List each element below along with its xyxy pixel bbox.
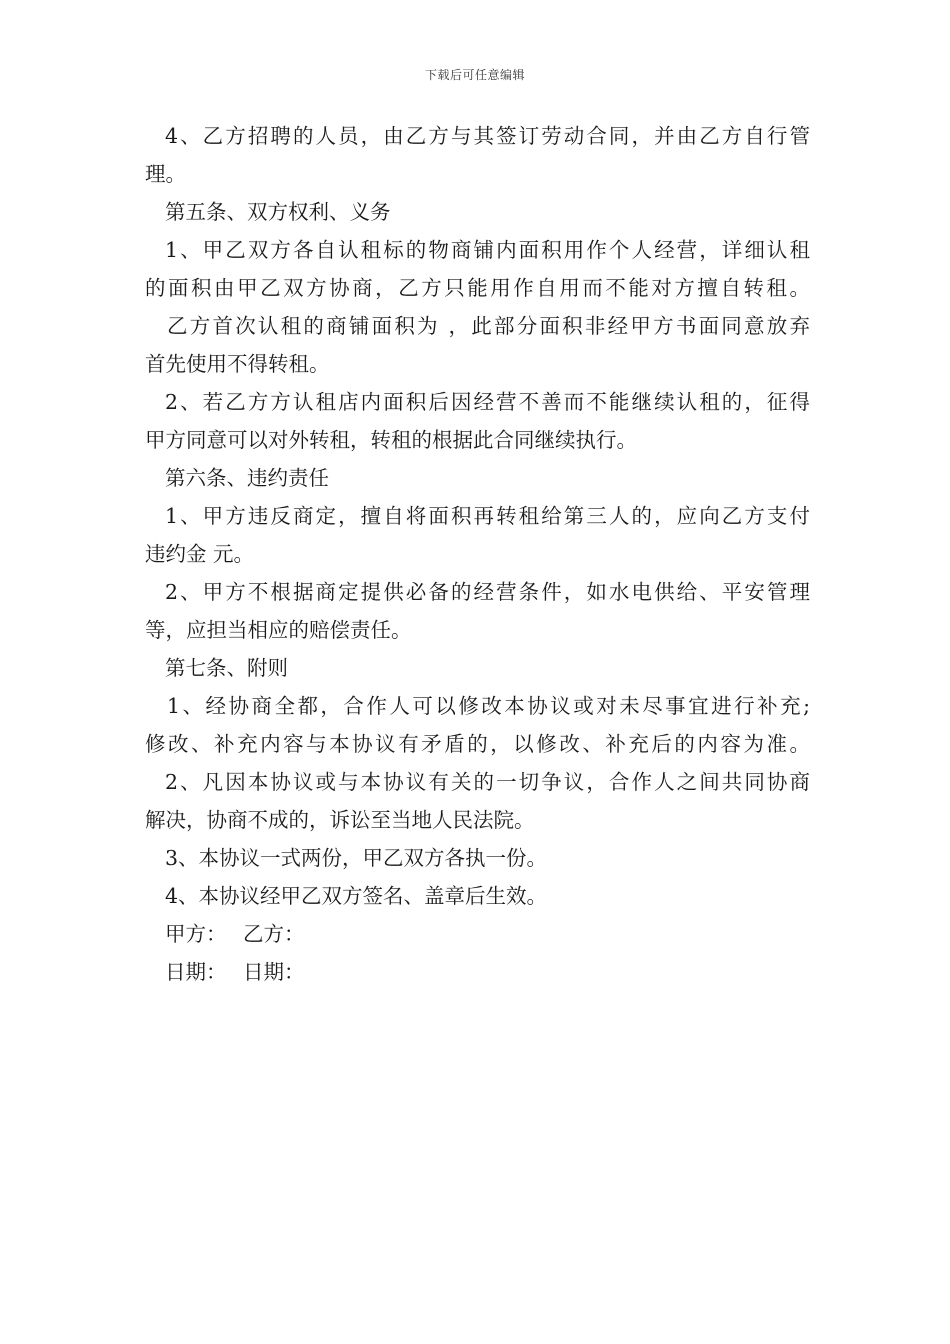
clause-4-staff: [145, 117, 810, 193]
paragraph-line: 理。: [145, 162, 186, 186]
clause-7-3: 3、本协议一式两份，甲乙双方各执一份。: [165, 846, 548, 870]
date-b-label: 日期：: [243, 960, 305, 984]
date-row: [145, 953, 810, 991]
paragraph-line: 1、甲方违反商定，擅自将面积再转租给第三人的，应向乙方支付: [165, 504, 810, 528]
paragraph-line: 4、乙方招聘的人员，由乙方与其签订劳动合同，并由乙方自行管: [165, 124, 810, 148]
paragraph-line: 等，应担当相应的赔偿责任。: [145, 618, 412, 642]
clause-7-1: [145, 687, 810, 763]
clause-5-1: [145, 231, 810, 307]
paragraph-line: 2、若乙方方认租店内面积后因经营不善而不能继续认租的，征得: [165, 390, 810, 414]
article-7-heading: 第七条、附则: [165, 656, 288, 680]
paragraph-line: 的面积由甲乙双方协商，乙方只能用作自用而不能对方擅自转租。: [145, 276, 810, 300]
paragraph-line: 甲方同意可以对外转租，转租的根据此合同继续执行。: [145, 428, 637, 452]
clause-5-1-area: [145, 307, 810, 383]
clause-7-2: [145, 763, 810, 839]
article-6-heading: 第六条、违约责任: [165, 466, 329, 490]
paragraph-line: 修改、补充内容与本协议有矛盾的，以修改、补充后的内容为准。: [145, 732, 810, 756]
paragraph-line: 解决，协商不成的，诉讼至当地人民法院。: [145, 808, 535, 832]
paragraph-line: 2、凡因本协议或与本协议有关的一切争议，合作人之间共同协商: [165, 770, 810, 794]
paragraph-line: 违约金 元。: [145, 542, 255, 566]
signature-row: [145, 915, 810, 953]
clause-5-2: [145, 383, 810, 459]
clause-6-2: [145, 573, 810, 649]
paragraph-line: 乙方首次认租的商铺面积为 ，此部分面积非经甲方书面同意放弃: [167, 314, 810, 338]
paragraph-line: 2、甲方不根据商定提供必备的经营条件，如水电供给、平安管理: [165, 580, 810, 604]
party-a-label: 甲方：: [165, 922, 227, 946]
paragraph-line: 首先使用不得转租。: [145, 352, 330, 376]
header-note: 下载后可任意编辑: [424, 68, 525, 82]
paragraph-line: 1、甲乙双方各自认租标的物商铺内面积用作个人经营，详细认租: [165, 238, 810, 262]
clause-7-4: 4、本协议经甲乙双方签名、盖章后生效。: [165, 884, 548, 908]
date-a-label: 日期：: [165, 960, 227, 984]
party-b-label: 乙方：: [243, 922, 305, 946]
paragraph-line: 1、经协商全都，合作人可以修改本协议或对未尽事宜进行补充;: [167, 694, 810, 718]
article-5-heading: 第五条、双方权利、义务: [165, 200, 391, 224]
clause-6-1: [145, 497, 810, 573]
document-body: [145, 117, 810, 991]
